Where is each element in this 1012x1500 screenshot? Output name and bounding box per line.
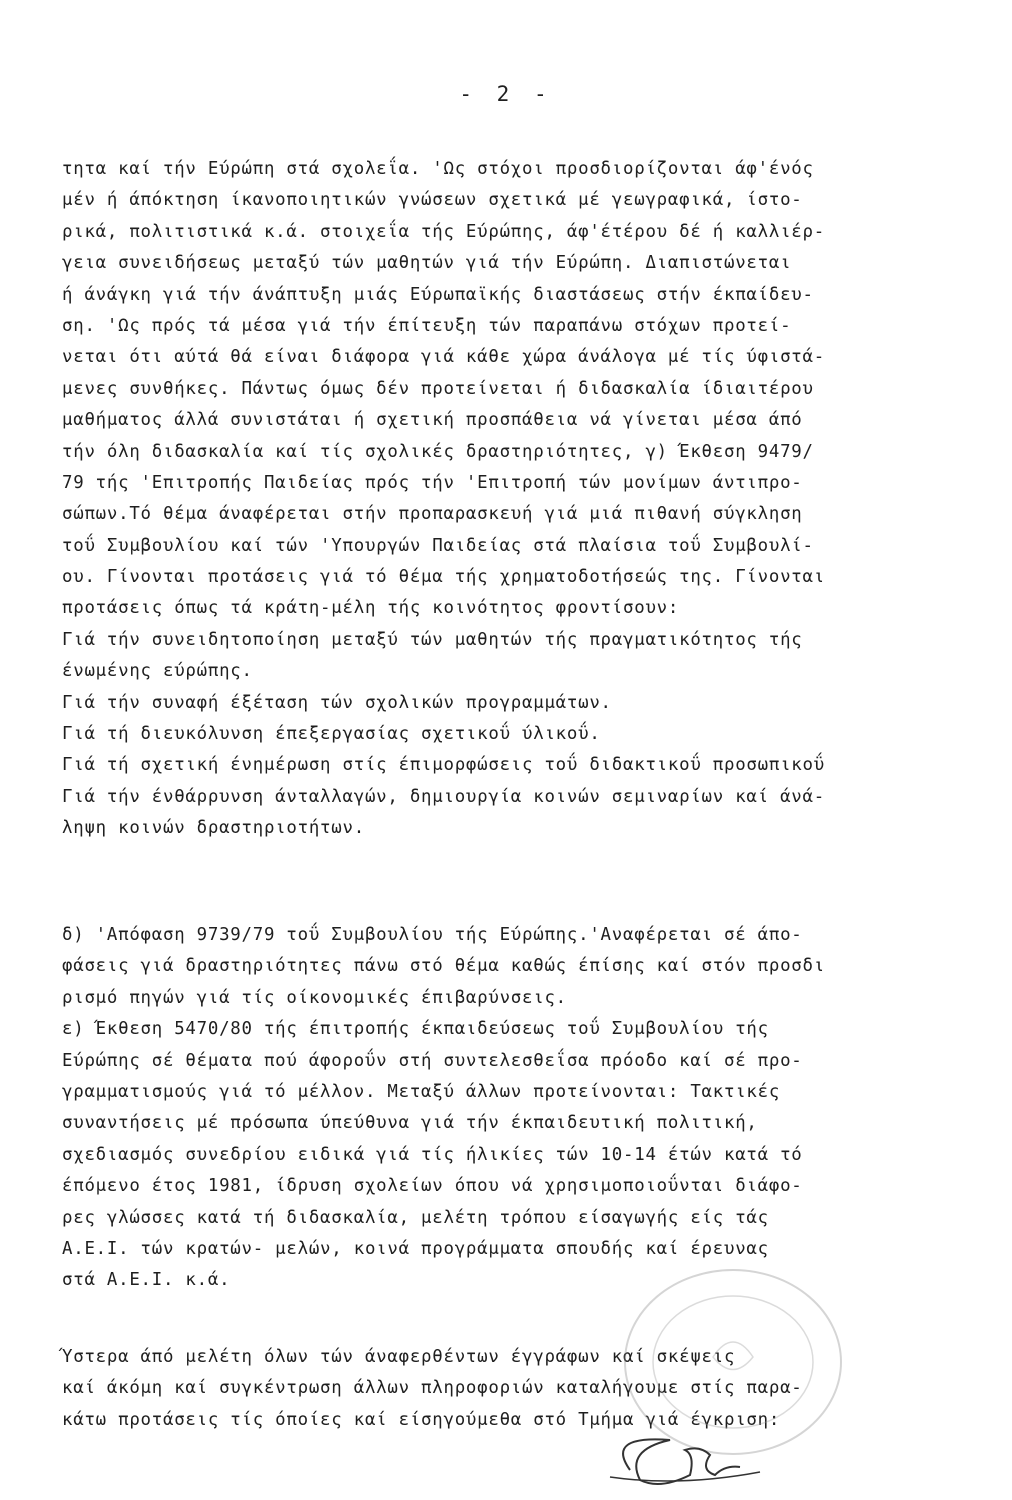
text-line: ου. Γίνονται προτάσεις γιά τό θέμα τής χρηματοδοτήσεώς της. Γίνονται <box>62 567 825 588</box>
text-line: ρικά, πολιτιστικά κ.ά. στοιχεΐα τής Εύρώπης, άφ'έτέρου δέ ή καλλιέρ- <box>62 221 825 242</box>
text-line: ε) Έκθεση 5470/80 τής έπιτροπής έκπαιδεύσεως τοΰ Συμβουλίου τής <box>62 1019 769 1040</box>
paragraph-block-2 <box>62 920 994 1297</box>
page-number: - 2 - <box>459 82 553 106</box>
text-line: τητα καί τήν Εύρώπη στά σχολεΐα. 'Ως στόχοι προσδιορίζονται άφ'ένός <box>62 159 814 179</box>
text-line: σώπων.Τό θέμα άναφέρεται στήν προπαρασκευή γιά μιά πιθανή σύγκληση <box>62 504 803 525</box>
text-line: δ) 'Απόφαση 9739/79 τοΰ Συμβουλίου τής Εύρώπης.'Αναφέρεται σέ άπο- <box>62 925 803 945</box>
text-line: Γιά τήν συνειδητοποίηση μεταξύ τών μαθητών τής πραγματικότητος τής <box>62 629 803 650</box>
text-line: ρες γλώσσες κατά τή διδασκαλία, μελέτη τρόπου είσαγωγής είς τάς <box>62 1207 769 1228</box>
text-line: καί άκόμη καί συγκέντρωση άλλων πληροφοριών καταλήγουμε στίς παρα- <box>62 1378 803 1399</box>
text-line: Εύρώπης σέ θέματα πού άφοροΰν στή συντελεσθεΐσα πρόοδο καί σέ προ- <box>62 1050 803 1071</box>
text-line: κάτω προτάσεις τίς όποίες καί είσηγούμεθα στό Τμήμα γιά έγκριση: <box>62 1409 781 1430</box>
text-line: 79 τής 'Επιτροπής Παιδείας πρός τήν 'Επιτροπή τών μονίμων άντιπρο- <box>62 472 803 493</box>
text-line: Γιά τή σχετική ένημέρωση στίς έπιμορφώσεις τοΰ διδακτικοΰ προσωπικοΰ <box>62 755 825 776</box>
text-line: Γιά τήν ένθάρρυνση άνταλλαγών, δημιουργία κοινών σεμιναρίων καί άνά- <box>62 786 825 807</box>
text-line: έπόμενο έτος 1981, ίδρυση σχολείων όπου νά χρησιμοποιοΰνται διάφο- <box>62 1176 803 1197</box>
text-line: γεια συνειδήσεως μεταξύ τών μαθητών γιά τήν Εύρώπη. Διαπιστώνεται <box>62 253 792 274</box>
text-line: ή άνάγκη γιά τήν άνάπτυξη μιάς Εύρωπαϊκής διαστάσεως στήν έκπαίδευ- <box>62 284 814 305</box>
text-line: ένωμένης εύρώπης. <box>62 661 253 682</box>
text-line: Γιά τήν συναφή έξέταση τών σχολικών προγραμμάτων. <box>62 692 612 713</box>
text-line: ληψη κοινών δραστηριοτήτων. <box>62 818 365 839</box>
text-line: γραμματισμούς γιά τό μέλλον. Μεταξύ άλλων προτείνονται: Τακτικές <box>62 1081 781 1102</box>
text-line: Ύστερα άπό μελέτη όλων τών άναφερθέντων έγγράφων καί σκέψεις <box>62 1347 736 1367</box>
paragraph-block-1 <box>62 154 994 845</box>
text-line: προτάσεις όπως τά κράτη-μέλη τής κοινότητος φροντίσουν: <box>62 598 680 619</box>
text-line: φάσεις γιά δραστηριότητες πάνω στό θέμα καθώς έπίσης καί στόν προσδι <box>62 956 825 977</box>
text-line: νεται ότι αύτά θά είναι διάφορα γιά κάθε χώρα άνάλογα μέ τίς ύφιστά- <box>62 347 825 368</box>
text-line: μενες συνθήκες. Πάντως όμως δέν προτείνεται ή διδασκαλία ίδιαιτέρου <box>62 378 814 399</box>
text-line: τήν όλη διδασκαλία καί τίς σχολικές δραστηριότητες, γ) Έκθεση 9479/ <box>62 441 814 462</box>
text-line: Γιά τή διευκόλυνση έπεξεργασίας σχετικοΰ ύλικοΰ. <box>62 724 601 745</box>
text-line: τοΰ Συμβουλίου καί τών 'Υπουργών Παιδείας στά πλαίσια τοΰ Συμβουλί- <box>62 535 814 556</box>
text-line: μαθήματος άλλά συνιστάται ή σχετική προσπάθεια νά γίνεται μέσα άπό <box>62 410 803 431</box>
paragraph-block-3 <box>62 1342 994 1436</box>
text-line: σχεδιασμός συνεδρίου ειδικά γιά τίς ήλικίες τών 10-14 έτών κατά τό <box>62 1144 803 1165</box>
text-line: στά Α.Ε.Ι. κ.ά. <box>62 1270 231 1291</box>
text-line: μέν ή άπόκτηση ίκανοποιητικών γνώσεων σχετικά μέ γεωγραφικά, ίστο- <box>62 190 803 211</box>
text-line: ρισμό πηγών γιά τίς οίκονομικές έπιβαρύνσεις. <box>62 987 567 1008</box>
text-line: συναντήσεις μέ πρόσωπα ύπεύθυνα γιά τήν έκπαιδευτική πολιτική, <box>62 1113 758 1134</box>
text-line: ση. 'Ως πρός τά μέσα γιά τήν έπίτευξη τών παραπάνω στόχων προτεί- <box>62 315 792 336</box>
text-line: Α.Ε.Ι. τών κρατών- μελών, κοινά προγράμματα σπουδής καί έρευνας <box>62 1238 769 1259</box>
handwritten-signature <box>600 1415 800 1495</box>
